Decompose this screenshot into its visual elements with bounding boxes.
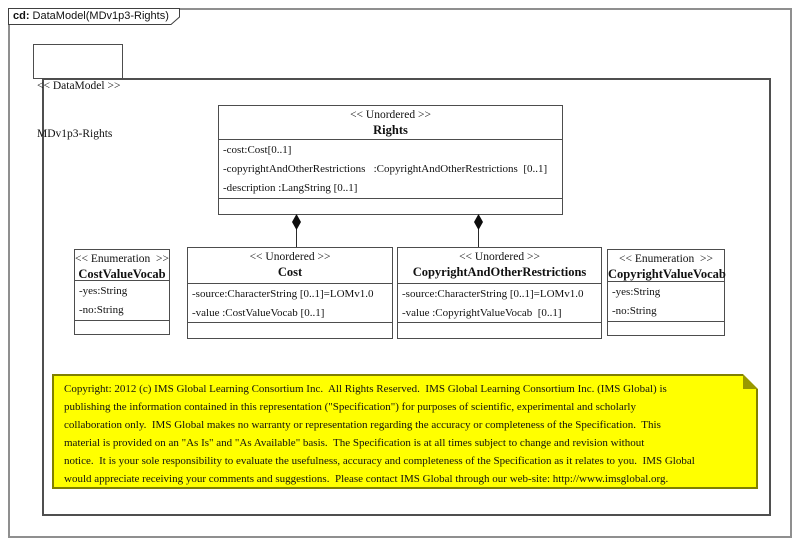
class-copyright-and-other-restrictions-operations-empty xyxy=(398,323,601,338)
class-cost-header xyxy=(188,248,392,284)
attribute: -source:CharacterString [0..1]=LOMv1.0 xyxy=(402,288,584,300)
class-cost-name: Cost xyxy=(277,265,303,279)
class-copyright-and-other-restrictions-attributes xyxy=(398,284,601,323)
note-text-line: collaboration only. IMS Global makes no warranty or representation regarding the accuracy or completeness of the Specification. This xyxy=(64,419,661,431)
class-copyright-value-vocab-stereotype: << Enumeration >> xyxy=(619,253,713,265)
class-copyright-and-other-restrictions-stereotype: << Unordered >> xyxy=(459,251,540,263)
class-cost-value-vocab[interactable] xyxy=(74,249,170,335)
attribute: -cost:Cost[0..1] xyxy=(223,144,292,156)
note-text-line: notice. It is your sole responsibility to evaluate the usefulness, accuracy and completeness of the Specification as it relates to you. IMS Global xyxy=(64,455,695,467)
class-cost-operations-empty xyxy=(188,323,392,338)
class-copyright-value-vocab-header xyxy=(608,250,724,282)
class-copyright-value-vocab-attributes xyxy=(608,282,724,322)
class-copyright-and-other-restrictions-name: CopyrightAndOtherRestrictions xyxy=(412,265,587,279)
class-copyright-value-vocab-operations-empty xyxy=(608,322,724,335)
attribute: -yes:String xyxy=(612,286,661,298)
class-cost-value-vocab-operations-empty xyxy=(75,321,169,334)
frame-tab-title: DataModel(MDv1p3-Rights) xyxy=(29,10,169,22)
attribute: -description :LangString [0..1] xyxy=(223,182,358,194)
frame-tab-prefix: cd: xyxy=(13,10,30,22)
class-rights-name: Rights xyxy=(373,123,408,137)
class-rights-stereotype: << Unordered >> xyxy=(350,109,431,121)
note-text-line: Copyright: 2012 (c) IMS Global Learning Consortium Inc. All Rights Reserved. IMS Global Learning Consortium Inc. (IMS Global) is xyxy=(64,383,667,395)
copyright-note[interactable] xyxy=(52,374,758,489)
frame-tab-label xyxy=(13,9,169,23)
class-cost-value-vocab-attributes xyxy=(75,281,169,321)
class-rights-attributes xyxy=(219,140,562,199)
model-label-box[interactable] xyxy=(33,44,123,140)
class-cost-attributes xyxy=(188,284,392,323)
note-text-line: material is provided on an "As Is" and "As Available" basis. The Specification is at all times subject to change and revision without xyxy=(64,437,645,449)
class-cost[interactable] xyxy=(187,247,393,339)
class-rights-operations-empty xyxy=(219,199,562,214)
class-cost-stereotype: << Unordered >> xyxy=(249,251,331,263)
note-folded-corner-icon xyxy=(743,374,758,389)
note-text-line: publishing the information contained in this representation ("Specification") for purposes of scientific, experimental and scholarly xyxy=(64,401,636,413)
model-stereotype: << DataModel >> xyxy=(37,80,121,92)
attribute: -copyrightAndOtherRestrictions :CopyrightAndOtherRestrictions [0..1] xyxy=(223,163,548,175)
class-cost-value-vocab-header xyxy=(75,250,169,281)
class-copyright-and-other-restrictions[interactable] xyxy=(397,247,602,339)
diagram-frame-tab[interactable] xyxy=(8,8,180,25)
class-rights[interactable] xyxy=(218,105,563,215)
class-rights-header xyxy=(219,106,562,140)
attribute: -source:CharacterString [0..1]=LOMv1.0 xyxy=(192,288,374,300)
class-copyright-value-vocab[interactable] xyxy=(607,249,725,336)
class-cost-value-vocab-name: CostValueVocab xyxy=(78,267,166,281)
attribute: -yes:String xyxy=(79,285,128,297)
class-cost-value-vocab-stereotype: << Enumeration >> xyxy=(75,253,169,265)
class-copyright-and-other-restrictions-header xyxy=(398,248,601,284)
model-name: MDv1p3-Rights xyxy=(37,128,113,140)
attribute: -value :CopyrightValueVocab [0..1] xyxy=(402,307,562,319)
note-text-line: would appreciate receiving your comments and suggestions. Please contact IMS Global through our web-site: http://www.imsglobal.org. xyxy=(64,473,669,485)
attribute: -value :CostValueVocab [0..1] xyxy=(192,307,325,319)
attribute: -no:String xyxy=(612,305,657,317)
attribute: -no:String xyxy=(79,304,124,316)
class-copyright-value-vocab-name: CopyrightValueVocab xyxy=(608,267,726,281)
